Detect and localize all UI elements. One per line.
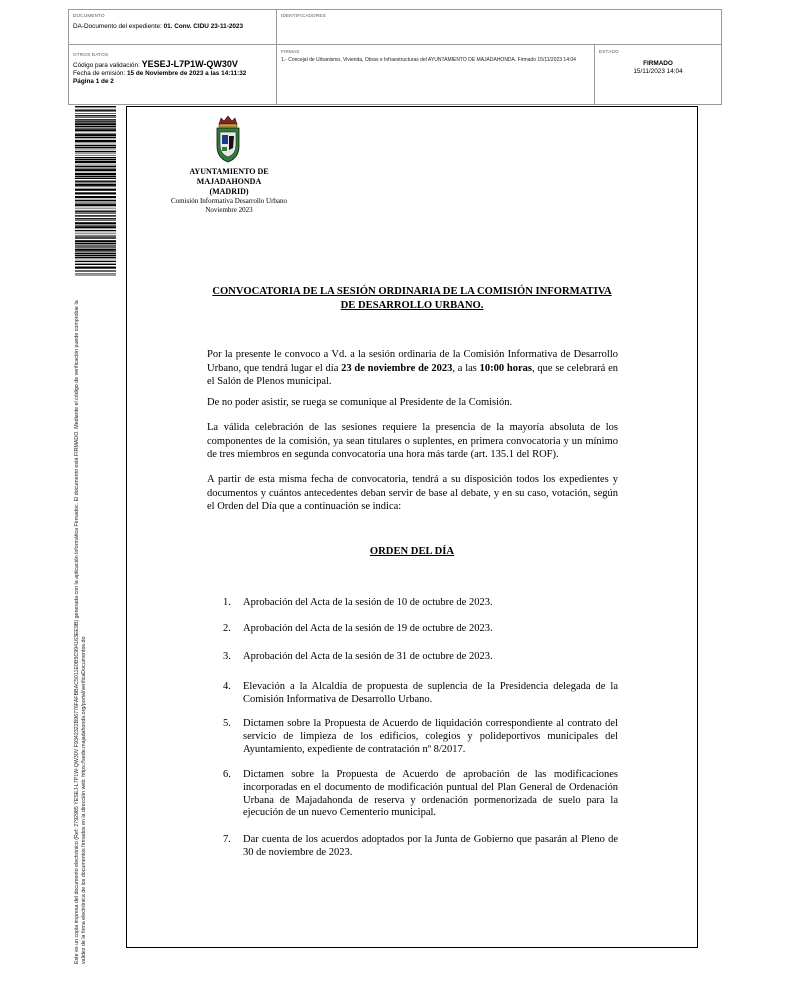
side-verification-note: Este es un copia impresa del documento electrónico (Ref: 2792985 YESEJ-L7P1W-QW30V F9342322B96776FAFBBAC5011E0B5C994163EE9B) generada con la aplicación informática Firmadoc. El documento está FIRMADO. Mediante el código de verificación puede comprobar la validez de la firma electrónica de los documentos firmados en la dirección web: https://sede.majadahonda.org/portal/verificaDocumentos.do [74,300,87,964]
paragraph-2: De no poder asistir, se ruega se comunique al Presidente de la Comisión. [207,397,513,408]
estado-value: FIRMADO 15/11/2023 14:04 [633,60,683,75]
otros-datos-cell [69,45,277,104]
signature-header [68,9,722,105]
firmas-cell [277,45,595,104]
identificadores-cell [277,10,721,45]
documento-text: DA-Documento del expediente: 01. Conv. CIDU 23-11-2023 [73,23,244,30]
paragraph-1: Por la presente le convoco a Vd. a la sesión ordinaria de la Comisión Informativa de Desarrollo Urbano, que tendrá lugar el día 23 de noviembre de 2023, a las 10:00 horas, que se celebrará en el Salón de Plenos municipal. [207,349,618,388]
org-line-5: Noviembre 2023 [205,206,253,214]
firmas-label: FIRMAS [281,49,300,54]
list-item: 6. Dictamen sobre la Propuesta de Acuerdo de aprobación de las modificaciones incorporadas en el documento de modificación puntual del Plan General de Ordenación Urbana de Majadahonda de reserva y ordenación pormenorizada de suelo para la ejecución de un nuevo Cementerio municipal. [223,769,618,819]
paragraph-4: A partir de esta misma fecha de convocatoria, tendrá a su disposición todos los expedientes y documentos y cuántos antecedentes deban servir de base al debate, y en su caso, votación, según el Orden del Día que a continuación se indica: [207,474,618,513]
list-item: 3. Aprobación del Acta de la sesión de 31 de octubre de 2023. [223,651,493,662]
org-line-3: (MADRID) [209,187,249,196]
codigo-line: Código para validación: YESEJ-L7P1W-QW30V [73,59,238,69]
otros-datos-label: OTROS DATOS [73,52,109,57]
barcode [75,106,116,276]
org-line-1: AYUNTAMIENTO DE [189,167,269,176]
pagina: Página 1 de 2 [73,78,114,85]
list-item: 2. Aprobación del Acta de la sesión de 19 de octubre de 2023. [223,623,493,634]
org-line-2: MAJADAHONDA [196,177,262,186]
org-line-4: Comisión Informativa Desarrollo Urbano [170,197,288,205]
identificadores-label: IDENTIFICADORES [281,13,326,18]
organization-block [160,167,298,215]
list-item: 1. Aprobación del Acta de la sesión de 10 de octubre de 2023. [223,597,493,608]
fecha-line: Fecha de emisión: 15 de Noviembre de 2023 a las 14:11:32 [73,70,247,77]
firmas-text: 1.- Concejal de Urbanismo, Vivienda, Obras e Infraestructuras del AYUNTAMIENTO DE MAJADAHONDA. Firmado 15/11/2023 14:04 [281,57,576,63]
orden-del-dia-title: ORDEN DEL DÍA [369,546,455,557]
estado-label: ESTADO [599,49,619,54]
documento-cell [69,10,277,45]
page-frame [126,106,698,948]
estado-cell [595,45,721,104]
list-item: 5. Dictamen sobre la Propuesta de Acuerdo de liquidación correspondiente al contrato del servicio de limpieza de los edificios, colegios y polideportivos municipales del Ayuntamiento, expediente de contratación nº 8/2017. [223,718,618,755]
documento-label: DOCUMENTO [73,13,105,18]
coat-of-arms-icon [213,114,243,164]
paragraph-3: La válida celebración de las sesiones requiere la presencia de la mayoría absoluta de los componentes de la comisión, ya sean titulares o suplentes, en primera convocatoria y un mínimo de tres miembros en segunda convocatoria una hora más tarde (art. 135.1 del ROF). [207,422,618,461]
list-item: 4. Elevación a la Alcaldía de propuesta de suplencia de la Presidencia delegada de la Comisión Informativa de Desarrollo Urbano. [223,681,618,705]
codigo-validacion[interactable]: YESEJ-L7P1W-QW30V [141,59,238,69]
list-item: 7. Dar cuenta de los acuerdos adoptados por la Junta de Gobierno que pasarán al Pleno de 30 de noviembre de 2023. [223,834,618,858]
document-title: CONVOCATORIA DE LA SESIÓN ORDINARIA DE LA COMISIÓN INFORMATIVA DE DESARROLLO URBANO. [212,286,612,311]
